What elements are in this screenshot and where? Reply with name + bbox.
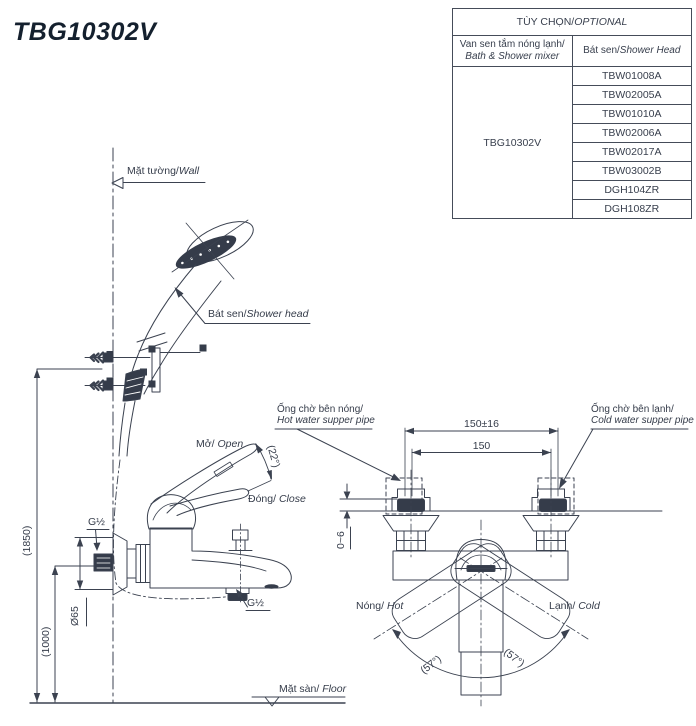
mixer-code-cell: TBG10302V: [453, 67, 573, 219]
shower-head-cell: TBW01008A: [572, 67, 692, 86]
floor-symbol-icon: [265, 697, 279, 706]
wall-bracket: [85, 345, 207, 393]
pitch-dimensions: [405, 428, 558, 496]
shower-head-cell: TBW02017A: [572, 143, 692, 162]
shower-head-cell: DGH108ZR: [572, 200, 692, 219]
shower-head-cell: TBW03002B: [572, 162, 692, 181]
height-mixer-label: (1000): [40, 626, 52, 657]
optional-table: [452, 8, 692, 219]
cold-pipe-label: Ống chờ bên lạnh/ Cold water supper pipe: [591, 404, 694, 426]
column-header-mixer: Van sen tắm nóng lạnh/ Bath & Shower mixer: [453, 36, 573, 67]
pitch-tolerance-dim: 150±16: [464, 418, 499, 430]
pitch-dim: 150: [472, 440, 491, 452]
column-header-shower-head: Bát sen/Shower Head: [572, 36, 692, 67]
front-view: [275, 428, 688, 706]
swing-left-label: (57°): [418, 653, 444, 677]
shower-head-cell: TBW02006A: [572, 124, 692, 143]
wall-gap-label: 0~6: [335, 531, 347, 549]
open-label: Mở/ Open: [196, 438, 244, 450]
shower-head-cell: DGH104ZR: [572, 181, 692, 200]
close-label: Đóng/ Close: [248, 493, 306, 505]
page-title: TBG10302V: [13, 18, 157, 46]
hot-label: Nóng/ Hot: [356, 600, 404, 612]
shower-head-label: Bát sen/Shower head: [208, 308, 309, 320]
height-total-label: (1850): [21, 525, 33, 556]
shower-head-cell: TBW02005A: [572, 86, 692, 105]
hot-pipe-label: Ống chờ bên nóng/ Hot water supper pipe: [277, 404, 375, 426]
pipe-leaders: [275, 429, 688, 489]
swing-right-label: (57°): [501, 646, 527, 670]
hose-nut: [123, 369, 146, 401]
floor-label: Mặt sàn/ Floor: [279, 683, 347, 695]
thread-bottom-label: G½: [247, 597, 264, 609]
shower-head-cell: TBW01010A: [572, 105, 692, 124]
thread-top-label: G½: [88, 516, 105, 528]
mixer-side: [94, 495, 291, 602]
cold-label: Lạnh/ Cold: [549, 600, 600, 612]
wall-label: Mặt tường/Wall: [127, 165, 200, 177]
wall-arrow-icon: [112, 178, 123, 189]
hand-shower: [113, 213, 258, 599]
flange-diameter-label: Ø65: [69, 606, 81, 626]
open-angle-label: (22°): [264, 443, 283, 470]
wall-gap-dimension: [340, 484, 397, 549]
table-header: TÙY CHỌN/OPTIONAL: [453, 9, 692, 36]
